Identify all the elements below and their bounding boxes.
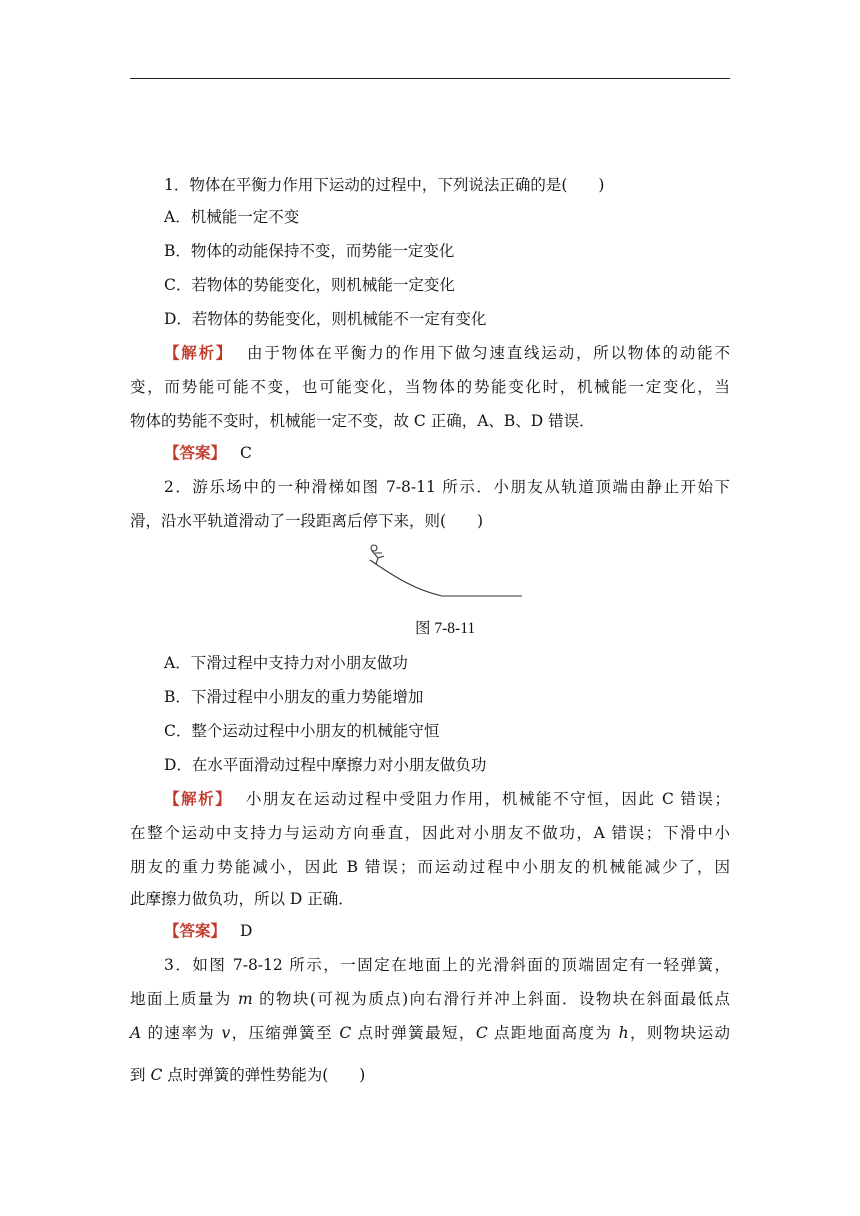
slide-track (370, 560, 522, 596)
q2-option-a: A．下滑过程中支持力对小朋友做功 (164, 654, 408, 672)
q2-option-d: D．在水平面滑动过程中摩擦力对小朋友做负功 (164, 756, 487, 774)
q1-analysis-line-1: 【解析】 由于物体在平衡力的作用下做匀速直线运动，所以物体的动能不 (164, 343, 730, 362)
q3-stem-line-1: 3．如图 7-8-12 所示，一固定在地面上的光滑斜面的顶端固定有一轻弹簧， (164, 956, 730, 974)
q1-option-c: C．若物体的势能变化，则机械能一定变化 (164, 276, 455, 294)
q1-option-a: A．机械能一定不变 (164, 208, 300, 226)
answer-value: C (240, 444, 252, 462)
q2-option-b: B．下滑过程中小朋友的重力势能增加 (164, 688, 424, 706)
q1-stem: 1．物体在平衡力作用下运动的过程中，下列说法正确的是( ) (164, 176, 605, 194)
q2-analysis-line-1: 【解析】 小朋友在运动过程中受阻力作用，机械能不守恒，因此 C 错误； (164, 789, 730, 808)
q2-answer (164, 920, 730, 942)
q2-analysis-line-4: 此摩擦力做负功，所以 D 正确． (130, 890, 354, 908)
q2-stem-line-1: 2．游乐场中的一种滑梯如图 7-8-11 所示．小朋友从轨道顶端由静止开始下 (164, 478, 730, 496)
analysis-tag: 【解析】 (164, 343, 234, 362)
q1-option-b: B．物体的动能保持不变，而势能一定变化 (164, 242, 455, 260)
child-head (371, 545, 377, 551)
q1-analysis-line-2: 变，而势能可能不变，也可能变化，当物体的势能变化时，机械能一定变化，当 (130, 378, 730, 396)
q2-analysis-line-3: 朋友的重力势能减小，因此 B 错误；而运动过程中小朋友的机械能减少了，因 (130, 858, 730, 876)
q3-stem-line-2: 地面上质量为 m 的物块(可视为质点)向右滑行并冲上斜面．设物块在斜面最低点 (130, 990, 730, 1008)
header-rule (130, 78, 730, 79)
q3-stem-line-4: 到 C 点时弹簧的弹性势能为( ) (130, 1066, 366, 1084)
answer-tag: 【答案】 (164, 921, 227, 940)
q2-stem-line-2: 滑，沿水平轨道滑动了一段距离后停下来，则( ) (130, 512, 484, 530)
q1-option-d: D．若物体的势能变化，则机械能不一定有变化 (164, 310, 487, 328)
slide-figure (356, 542, 526, 602)
answer-tag: 【答案】 (164, 443, 227, 462)
q2-analysis-line-2: 在整个运动中支持力与运动方向垂直，因此对小朋友不做功，A 错误；下滑中小 (130, 824, 730, 842)
q2-option-c: C．整个运动过程中小朋友的机械能守恒 (164, 722, 440, 740)
q3-stem-line-3: A 的速率为 v，压缩弹簧至 C 点时弹簧最短，C 点距地面高度为 h，则物块运动 (130, 1024, 730, 1042)
answer-value: D (240, 922, 253, 940)
q1-analysis-line-3: 物体的势能不变时，机械能一定不变，故 C 正确，A、B、D 错误． (130, 412, 595, 430)
analysis-tag: 【解析】 (164, 789, 233, 808)
figure-caption: 图 7-8-11 (415, 620, 476, 637)
q1-answer (164, 442, 730, 464)
